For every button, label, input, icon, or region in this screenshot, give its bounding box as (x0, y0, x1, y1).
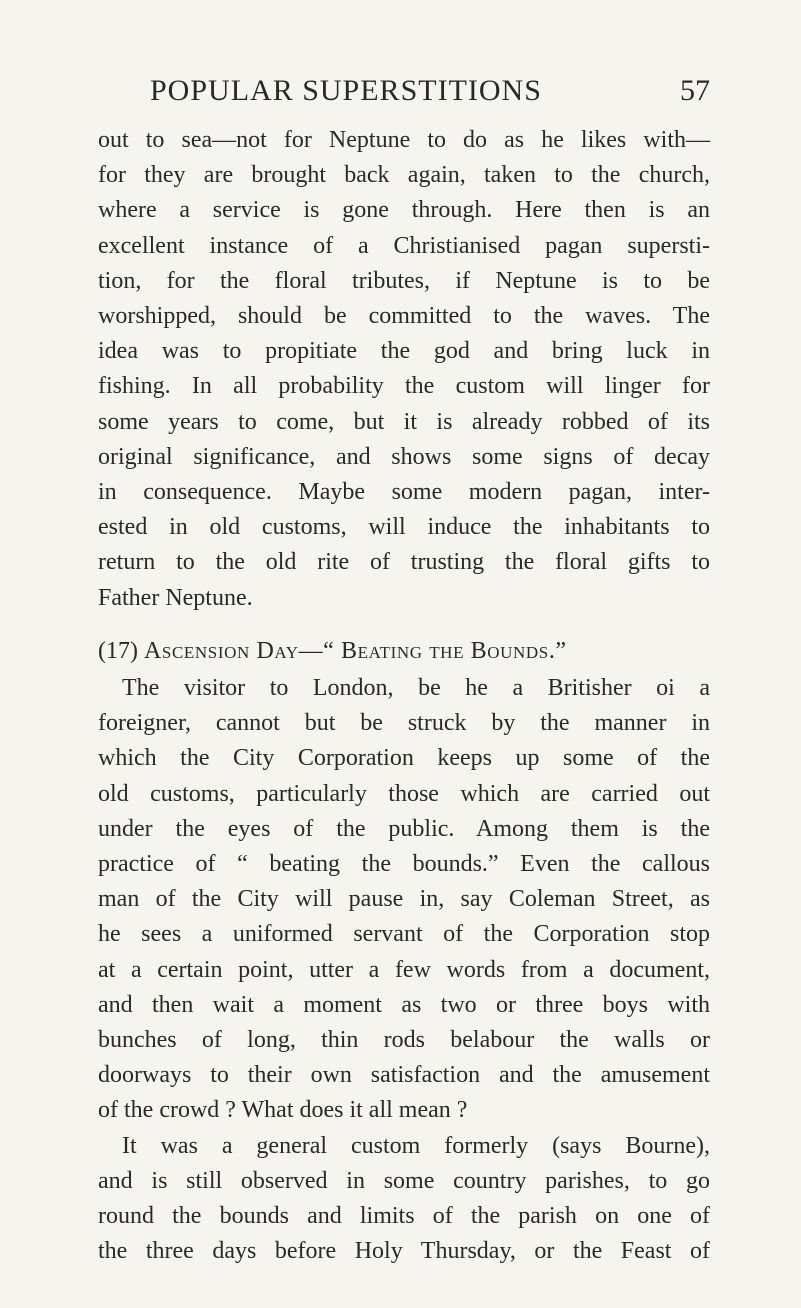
body-text (98, 123, 710, 1270)
text-line: the three days before Holy Thursday, or the Feast of (98, 1238, 710, 1265)
text-line: some years to come, but it is already robbed of its (98, 408, 710, 435)
text-line: The visitor to London, be he a Britisher oi a (122, 675, 710, 702)
text-line: under the eyes of the public. Among them is the (98, 815, 710, 842)
text-line: at a certain point, utter a few words from a document, (98, 956, 710, 983)
text-line: practice of “ beating the bounds.” Even the callous (98, 851, 710, 878)
paragraph-3 (98, 1129, 710, 1270)
text-line: doorways to their own satisfaction and the amusement (98, 1062, 710, 1089)
section-heading (98, 634, 710, 669)
text-line: It was a general custom formerly (says Bourne), (122, 1132, 710, 1159)
text-line: where a service is gone through. Here then is an (98, 197, 710, 224)
text-line: fishing. In all probability the custom will linger for (98, 373, 710, 400)
paragraph-2 (98, 671, 710, 1129)
text-line: old customs, particularly those which are carried out (98, 780, 710, 807)
text-line: return to the old rite of trusting the floral gifts to (98, 549, 710, 576)
text-line: tion, for the floral tributes, if Neptune is to be (98, 267, 710, 294)
text-line: foreigner, cannot but be struck by the manner in (98, 710, 710, 737)
text-line: Father Neptune. (98, 584, 253, 611)
text-line: ested in old customs, will induce the inhabitants to (98, 514, 710, 541)
text-line: man of the City will pause in, say Coleman Street, as (98, 886, 710, 913)
text-line: and is still observed in some country parishes, to go (98, 1167, 710, 1194)
text-line: round the bounds and limits of the parish on one of (98, 1203, 710, 1230)
text-line: original significance, and shows some signs of decay (98, 443, 710, 470)
text-line: for they are brought back again, taken to the church, (98, 162, 710, 189)
text-line: worshipped, should be committed to the waves. The (98, 303, 710, 330)
text-line: out to sea—not for Neptune to do as he likes with— (98, 127, 710, 153)
running-title: POPULAR SUPERSTITIONS (150, 74, 542, 107)
text-line: and then wait a moment as two or three boys with (98, 991, 710, 1018)
paragraph-1 (98, 123, 710, 616)
text-line: he sees a uniformed servant of the Corporation stop (98, 921, 710, 948)
running-head (150, 74, 710, 110)
text-line: excellent instance of a Christianised pagan supersti- (98, 232, 710, 259)
text-line: of the crowd ? What does it all mean ? (98, 1097, 468, 1124)
section-title: Ascension Day—“ Beating the Bounds.” (143, 637, 567, 664)
text-line: in consequence. Maybe some modern pagan, inter- (98, 479, 710, 506)
text-line: which the City Corporation keeps up some of the (98, 745, 710, 772)
page-number: 57 (680, 74, 710, 107)
text-line: idea was to propitiate the god and bring luck in (98, 338, 710, 365)
section-number: (17) (98, 637, 138, 664)
text-line: bunches of long, thin rods belabour the walls or (98, 1027, 710, 1054)
